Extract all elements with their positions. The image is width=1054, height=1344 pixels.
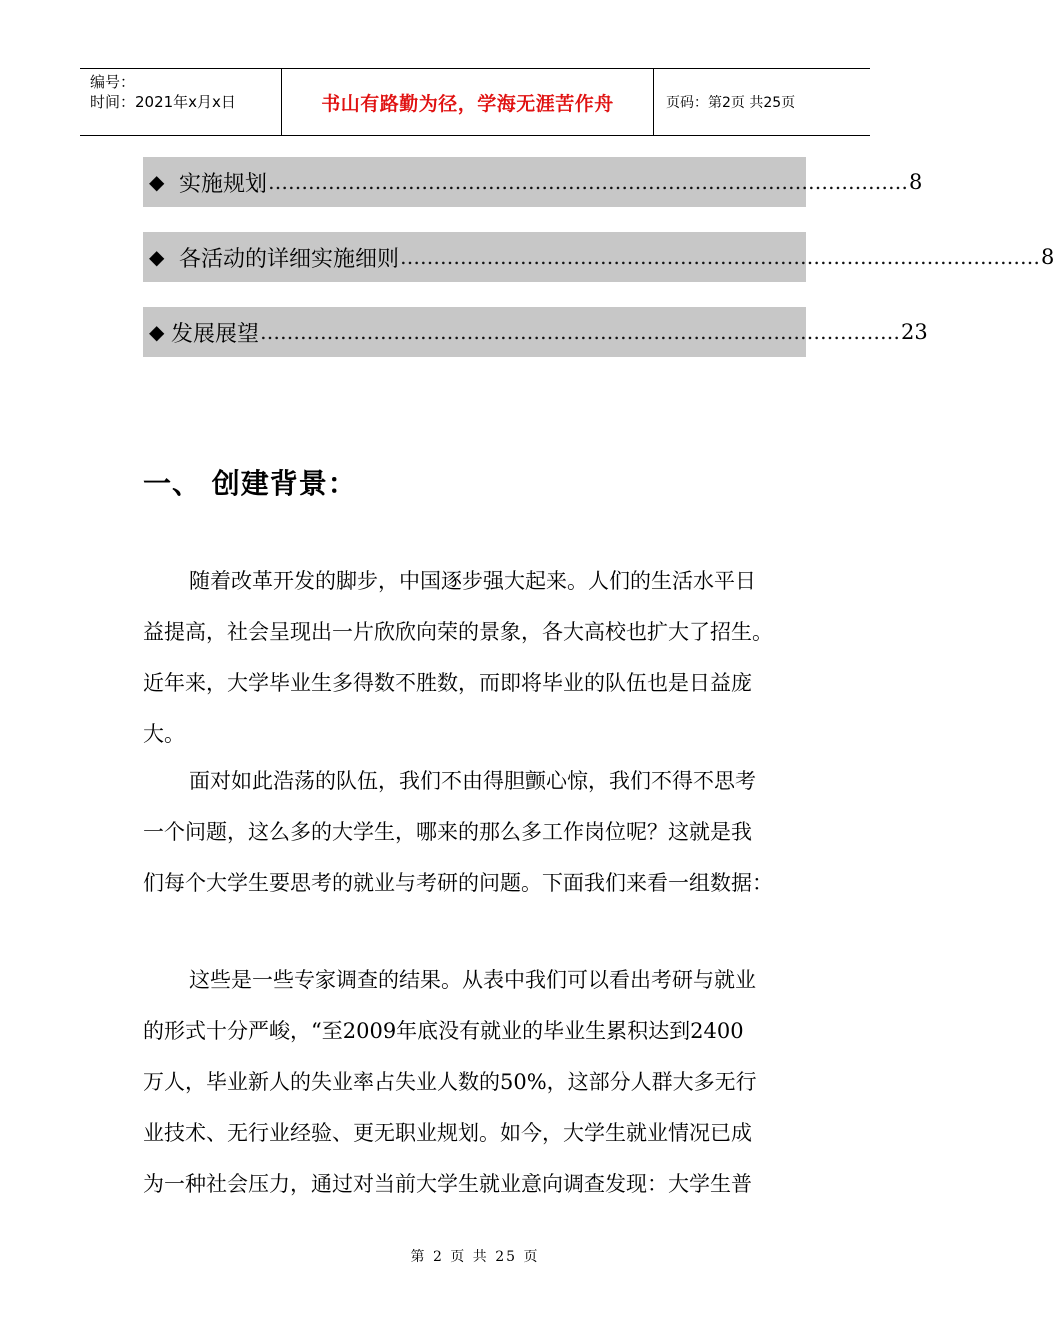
- toc-leader-dots: ……………………………………………………………………………………: [400, 245, 1041, 269]
- toc-entry-page: 8: [909, 170, 923, 194]
- paragraph-line: 益提高，社会呈现出一片欣欣向荣的景象，各大高校也扩大了招生。: [143, 620, 773, 644]
- diamond-bullet-icon: ◆: [149, 170, 165, 194]
- toc-entry-label: 实施规划: [179, 171, 268, 197]
- paragraph-line: 为一种社会压力，通过对当前大学生就业意向调查发现：大学生普: [143, 1172, 752, 1196]
- paragraph: [143, 556, 811, 760]
- toc-entry-label: 发展展望: [171, 321, 260, 347]
- page-footer: 第 2 页 共 25 页: [410, 1249, 540, 1265]
- paragraph-line: 们每个大学生要思考的就业与考研的问题。下面我们来看一组数据：: [143, 871, 773, 895]
- paragraph-line: 一个问题，这么多的大学生，哪来的那么多工作岗位呢？这就是我: [143, 820, 752, 844]
- toc-entry[interactable]: [143, 157, 923, 207]
- section-heading: 一、 创建背景：: [143, 467, 357, 500]
- paragraph: [143, 756, 811, 909]
- paragraph-line: 大。: [143, 722, 185, 746]
- paragraph-line: 的形式十分严峻，“至2009年底没有就业的毕业生累积达到2400: [143, 1019, 744, 1043]
- header-motto: 书山有路勤为径，学海无涯苦作舟: [282, 69, 654, 135]
- number-label: 编号：: [90, 73, 136, 91]
- diamond-bullet-icon: ◆: [149, 245, 165, 269]
- paragraph-line: 万人，毕业新人的失业率占失业人数的50%，这部分人群大多无行: [143, 1070, 757, 1094]
- time-label: 时间：2021年x月x日: [90, 93, 236, 111]
- diamond-bullet-icon: ◆: [149, 320, 165, 344]
- toc-leader-dots: ……………………………………………………………………………………: [260, 320, 901, 344]
- paragraph-line: 近年来，大学毕业生多得数不胜数，而即将毕业的队伍也是日益庞: [143, 671, 752, 695]
- toc-entry-label: 各活动的详细实施细则: [179, 246, 400, 272]
- page-header: [80, 68, 870, 136]
- toc-entry-page: 8: [1041, 245, 1054, 269]
- header-page-info: 页码：第2页 共25页: [666, 95, 796, 111]
- header-meta: [80, 69, 282, 135]
- toc-entry-page: 23: [901, 320, 928, 344]
- paragraph-line: 业技术、无行业经验、更无职业规划。如今，大学生就业情况已成: [143, 1121, 752, 1145]
- paragraph-line: 这些是一些专家调查的结果。从表中我们可以看出考研与就业: [189, 968, 756, 992]
- paragraph-line: 随着改革开发的脚步，中国逐步强大起来。人们的生活水平日: [189, 569, 756, 593]
- toc-entry[interactable]: [143, 232, 1054, 282]
- paragraph-line: 面对如此浩荡的队伍，我们不由得胆颤心惊，我们不得不思考: [189, 769, 756, 793]
- paragraph: [143, 955, 811, 1210]
- toc-entry[interactable]: [143, 307, 928, 357]
- toc-leader-dots: ……………………………………………………………………………………: [268, 170, 909, 194]
